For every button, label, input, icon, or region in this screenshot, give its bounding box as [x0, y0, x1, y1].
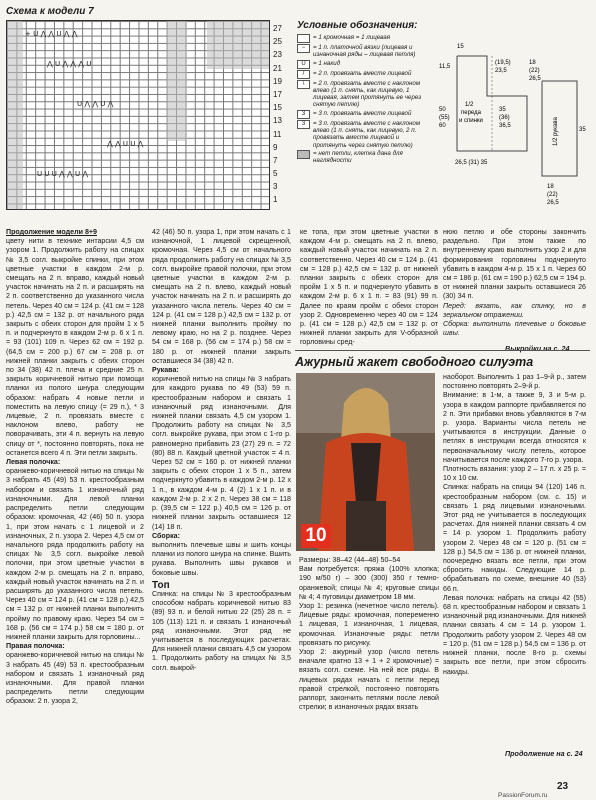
sewing-pattern-diagram: [437, 36, 587, 216]
legend-item: 3 = 3 п. провязать вместе лицевой: [297, 110, 429, 119]
pattern-label: 1/2: [465, 102, 474, 108]
pattern-label: (36): [499, 115, 510, 121]
legend-item: 3 = 3 п. провязать вместе с наклоном влево (1 п. снять, как лицевую, 2 п. провязать вместе лицевой и протянуть через снятую петлю): [297, 120, 429, 149]
pattern-svg: [437, 36, 587, 216]
text-column-1: [6, 228, 144, 707]
paragraph: оранжево-коричневой нитью на спицы № 3 набрать 45 (49) 53 п. крестообразным набором и связать 1 изнаночный ряд изнаночными. Для правой планки распределить петли следующим образом: 2 п. узора 2,: [6, 651, 144, 706]
legend-item: U = 1 накид: [297, 60, 429, 69]
chart-shaded-area: [167, 21, 187, 141]
section-heading: Продолжение модели 8+9: [6, 228, 97, 236]
legend-item: \ = 2 п. провязать вместе с наклоном влево (1 п. снять, как лицевую, 1 лицевая, затем протянуть ее через снятую петлю): [297, 80, 429, 109]
continuation-link-bottom: Продолжение на с. 24: [505, 749, 583, 758]
pattern-label: 11,5: [439, 64, 451, 70]
text-column-4-bottom: [443, 373, 586, 677]
legend-item: = 1 кромочная = 1 лицевая: [297, 34, 429, 43]
paragraph: ке топа, при этом цветные участки в каждом 4-м р. смещать на 2 п. влево, каждый новый участок начинать на 2 п. соответственно. Через 40 см = 124 р. (41 см = 128 р.) 42,5 см = 132 р. от нижней планки закрыть с обеих сторон для пройм 1 х 5 п. и подчеркнуто убавить в каждом 2-м р. 6 х 1 п. = 83 (91) 99 п. Далее по краям пройм с обеих сторон узор 2. Одновременно через 40 см = 124 р. (41 см = 128 р.) 42,5 см = 132 р. от нижней планки закрыть для V-образной горловины сред-: [300, 228, 438, 347]
chart-symbols: ⋀ ⋀ U U ⋀: [107, 140, 144, 148]
text-column-4: [443, 228, 586, 338]
pattern-label: переда: [461, 110, 481, 116]
paragraph: Левая полочка: набрать на спицы 42 (55) 68 п. крестообразным набором и связать 1 изнаночный ряд изнаночными. Для нижней планки связать 4 см = 14 р. узором 1. Продолжить работу узором 2. Через 48 см = 120 р. (51 см = 128 р.) 54,5 см = 136 р. от нижней планки, после 8-го р. схемы закрыть все петли, при этом сбросить накиды.: [443, 593, 586, 676]
pattern-label: (22): [529, 68, 540, 74]
pattern-label: 35: [499, 107, 506, 113]
legend-item: − = 1 п. платочной вязки (лицевая и изнаночная ряды – лицевая петля): [297, 44, 429, 59]
chart-shaded-area: [207, 21, 270, 69]
text-column-3-bottom: [299, 556, 439, 712]
legend-item: = нет петли, клетка дана для наглядности: [297, 150, 429, 165]
article-title: Ажурный жакет свободного силуэта: [295, 350, 590, 369]
text-column-2: [152, 228, 291, 673]
paragraph: Спинка: набрать на спицы 94 (120) 146 п. крестообразным набором (см. с. 15) и связать 1 ряд лицевыми изнаночными. Этот ряд не учитывается в последующих расчетах. Для нижней планки связать 4 см = 14 р. узором 1. Продолжить работу узором 2. Через 48 см = 120 р. (51 см = 128 р.) 54,5 см = 136 р. от нижней планки, поочередно вязать все петли, при этом сбросить накиды. Следующие 14 р. обрабатывать по схеме, внешние 40 (53) 66 п.: [443, 483, 586, 593]
paragraph: Размеры: 38–42 (44–48) 50–54: [299, 556, 401, 564]
paragraph: коричневой нитью на спицы № 3 набрать для каждого рукава по 49 (53) 59 п. крестообразным набором и связать 1 изнаночный ряд изнаночными. Для нижней планки связать 4,5 см узором 1. Продолжить работу на спицах № 3,5 согл. выкройке рукава, при этом с 1-го р. равномерно прибавить 23 (27) 29 п. = 72 (80) 88 п. Каждый цветной участок = 4 п. Через 52 см = 160 р. от нижней планки закрыть с обеих сторон 1 х 5 п., затем подчеркнуто убавить в каждом 2-м р. 12 х 1 п., в каждом 4-м р. 4 (2) 1 х 1 п. и в каждом 2-м р. 2 х 2 п. Через 38 см = 118 р. (39,5 см = 122 р.) 40,5 см = 126 р. от нижней планки закрыть оставшиеся 12 (14) 18 п.: [152, 375, 291, 531]
paragraph: цвету нити в технике интарсии 4,5 см узором 1. Продолжить работу на спицах № 3,5 согл. выкройке спинки, при этом цветные участки в каждом 2-м р. смещать на 2 п. вправо, каждый новый участок начинать на 2 п. и расширять на 2 п. соответственно до указанного числа петель. Через 40 см = 124 р. (41 см = 128 р.) 42,5 см = 132 р. от начального ряда закрыть с обеих сторон для пройм 1 х 5 п. и подчеркнуто в каждом 2-м р. 6 х 1 п. = 93 (101) 109 п. Через 62 см = 192 р. (64,5 см = 200 р.) 67 см = 208 р. от нижней планки закрыть с обеих сторон по 34 (38) 42 п. плеча и средние 25 п. закрыть коричневой нитью при помощи планки из полого шнура следующим образом: набрать 4 новые петли и поместить на левую спицу (= 29 п.), * 3 лицевые, 2 п. провязать вместе с наклоном влево, работу не поворачивать, эти 4 п. вернуть на левую спицу от *, постоянно повторять, пока не останется всего 4 п. Эти петли закрыть.: [6, 237, 144, 457]
paragraph: Спинка: на спицы № 3 крестообразным способом набрать коричневой нитью 83 (89) 93 п. и белой нитью 22 (25) 28 п. = 105 (113) 121 п. и связать 1 изнаночный ряд изнаночными. Этот ряд не учитывается в последующих расчетах. Для нижней планки связать 4,5 см узором 1. Продолжить работу на спицах № 3,5 согл. выкрой-: [152, 589, 291, 672]
pattern-label: 26,5: [529, 76, 541, 82]
chart-title: Схема к модели 7: [6, 6, 94, 17]
pattern-label: 1/2 рукава: [553, 117, 559, 146]
pattern-label: (22): [547, 192, 558, 198]
pattern-label: 18: [547, 184, 554, 190]
legend: [297, 20, 429, 166]
pattern-label: 26,5: [547, 200, 559, 206]
paragraph: Плотность вязания: узор 2 – 17 п. х 25 р. = 10 х 10 см.: [443, 465, 586, 483]
pattern-label: 15: [457, 44, 464, 50]
continuation-link: Выкройки на с. 24: [505, 344, 570, 353]
paragraph: Вам потребуется: пряжа (100% хлопка; 190 м/50 г) – 300 (300) 350 г темно-оранжевой; спицы № 4; круговые спицы № 4; 4 пуговицы диаметром 18 мм.: [299, 565, 439, 601]
chart-symbols: U U U ⋀ ⋀ U ⋀: [37, 170, 89, 178]
chart-symbols: U ⋀ ⋀ U ⋀: [77, 100, 114, 108]
text-column-3: [300, 228, 438, 348]
pattern-label: 50: [439, 107, 446, 113]
chart-symbols: + U ⋀ ⋀ U ⋀ ⋀: [25, 30, 78, 38]
chart-row-numbers: 27 25 23 21 19 17 15 13 11 9 7 5 3 1: [273, 24, 282, 205]
subheading: Правая полочка:: [6, 642, 65, 651]
knitting-chart-grid: [6, 20, 270, 210]
pattern-label: (55): [439, 115, 450, 121]
paragraph: Узор 2: ажурный узор (число петель вначале кратно 13 + 1 + 2 кромочные) = вязать согл. схеме. На ней все ряды. В лицевых рядах начать с петли перед правой стрелкой, постоянно повторять раппорт, закончить петлями после левой стрелки; в изнаночных рядах вязать: [299, 648, 439, 712]
pattern-label: и спинки: [459, 118, 483, 124]
pattern-label: 35: [579, 127, 586, 133]
legend-title: Условные обозначения:: [297, 20, 418, 31]
paragraph: 42 (46) 50 п. узора 1, при этом начать с 1 изнаночной, 1 лицевой скрещенной, кромочная. Через 4,5 см от начального ряда продолжить работу на спицах № 3,5 согл. выкройке правой полочки, при этом цветные участки в каждом 2-м р. смещать на 2 п. влево, каждый новый участок начинать на 2 п. и расширять до указанного числа петель. Через 40 см = 124 р. (41 см = 128 р.) 42,5 см = 132 р. от нижней планки выполнить пройму по левому краю, но на 2 р. позднее. Через 54 см = 168 р. (56 см = 174 р.) 58 см = 180 р. от нижней планки закрыть оставшиеся 34 (38) 42 п.: [152, 228, 291, 365]
paragraph: наоборот. Выполнить 1 раз 1–9-й р., затем постоянно повторять 2–9-й р.: [443, 373, 586, 391]
page-number: 23: [557, 781, 569, 792]
paragraph: Внимание: в 1-м, а также 9, 3 и 5-м р. узора в каждом раппорте прибавляется по 2 п. Эти прибавки вновь убавляются в 7-м р. узора. Варианты числа петель не учитываются в инструкции. Данные о петлях в инструкции всегда относятся к первоначальному числу петель, которое начитывается после каждого 7-го р. узора.: [443, 391, 586, 464]
model-number-badge: 10: [301, 524, 331, 548]
site-watermark: PassionForum.ru: [498, 792, 548, 799]
paragraph: нюю петлю и обе стороны закончить раздельно. При этом также по внутреннему краю выполнить узор 2 и для формирования горловины подчеркнуто убавить в каждом 4-м р. 15 х 1 п. Через 60 см = 186 р. (61 см = 190 р.) 62,5 см = 194 р. от нижней планки закрыть оставшиеся 26 (30) 34 п.: [443, 228, 586, 301]
paragraph: оранжево-коричневой нитью на спицы № 3 набрать 45 (49) 53 п. крестообразным набором и связать 1 изнаночный ряд изнаночными. Для левой планки распределить петли следующим образом: кромочная, 42 (46) 50 п. узора 1, при этом начать с 1 лицевой и 2 изнаночных, 2 п. узора 2. Через 4,5 см от начального ряда продолжить работу на спицах № 3,5 согл. выкройке левой полочки, при этом цветные участки в каждом 2-м р. смещать на 2 п. вправо, каждый новый участок начинать на 2 п. и расширять до указанного числа петель. Через 40 см = 124 р. (41 см = 128 р.) 42,5 см = 132 р. от нижней планки выполнить пройму по правому краю. Через 54 см = 168 р. (56 см = 174 р.) 58 см = 180 р. от нижней планки закрыть для горловины...: [6, 467, 144, 641]
paragraph: выполнить плечевые швы и шить концы планки из полого шнура на спинке. Вшить рукава. Выполнить швы рукавов и боковые швы.: [152, 540, 291, 577]
paragraph: Сборка: выполнить плечевые и боковые швы.: [443, 320, 586, 338]
pattern-label: 18: [529, 60, 536, 66]
chart-symbols: ⋀ U ⋀ ⋀ ⋀ U: [47, 60, 92, 68]
subheading: Левая полочка:: [6, 458, 61, 467]
pattern-label: 60: [439, 123, 446, 129]
chart-shaded-area: [7, 21, 23, 210]
subheading: Сборка:: [152, 531, 180, 540]
paragraph: Узор 1: резинка (нечетное число петель). Лицевые ряды: кромочная, попеременно 1 лицевая, 1 изнаночная, 1 лицевая, кромочная. Изнаночные ряды: петли провязать по рисунку.: [299, 602, 439, 647]
pattern-label: 23,5: [495, 68, 507, 74]
legend-item: / = 2 п. провязать вместе лицевой: [297, 70, 429, 79]
pattern-label: (19,5): [495, 60, 511, 66]
subheading: Рукава:: [152, 366, 179, 375]
paragraph: Перед: вязать, как спинку, но в зеркальном отражении.: [443, 301, 586, 319]
pattern-label: 36,5: [499, 123, 511, 129]
pattern-label: 26,5 (31) 35: [455, 160, 488, 166]
section-heading-top: Топ: [152, 579, 170, 591]
